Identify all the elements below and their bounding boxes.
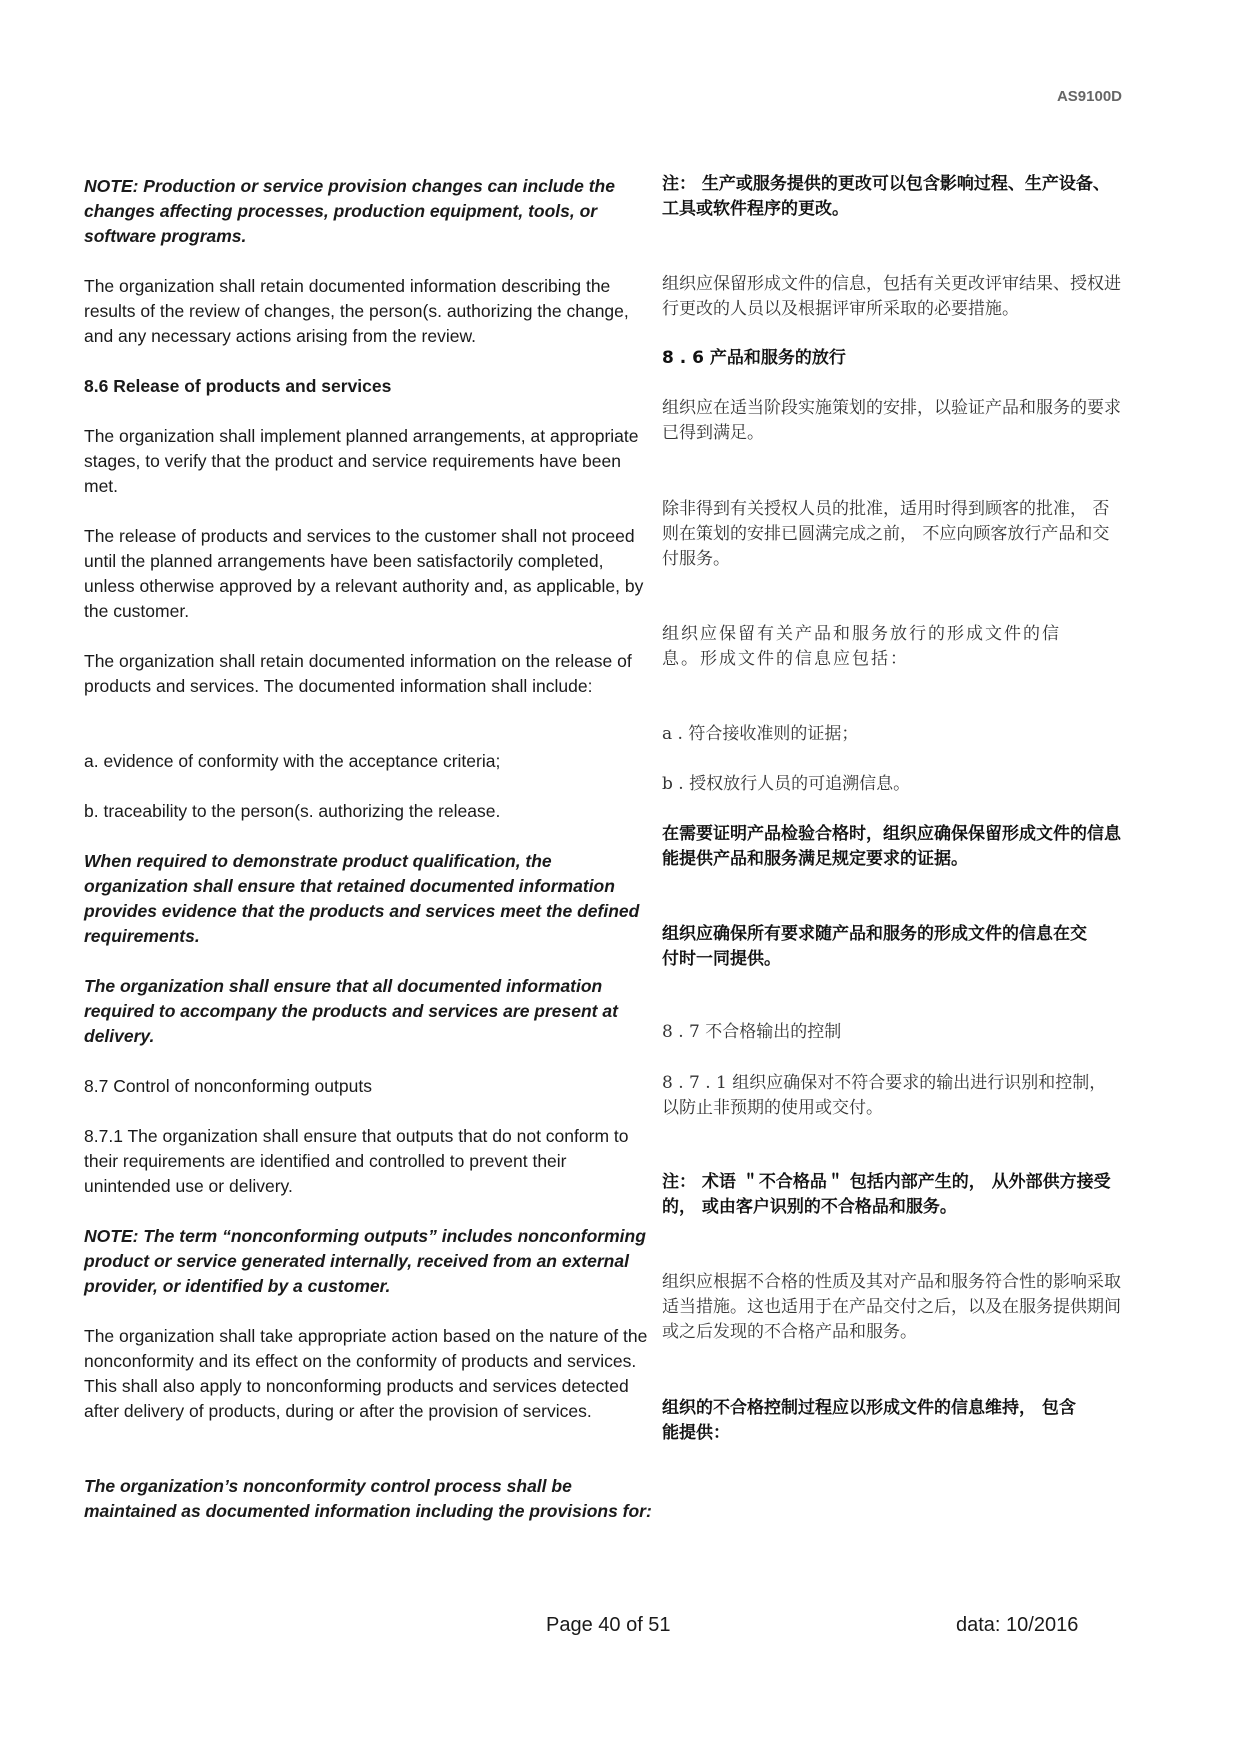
page-number: Page 40 of 51: [546, 1614, 671, 1636]
zh-paragraph-accompany-delivery: 组织应确保所有要求随产品和服务的形成文件的信息在交付时一同提供。: [662, 924, 1087, 969]
paragraph-control-process: The organization’s nonconformity control process shall be maintained as documented information including the provisions for:: [84, 1476, 652, 1521]
zh-paragraph-release-customer: 除非得到有关授权人员的批准，适用时得到顾客的批准， 否则在策划的安排已圆满完成之前， 不应向顾客放行产品和交付服务。: [662, 499, 1110, 569]
document-date: data: 10/2016: [956, 1614, 1079, 1636]
zh-paragraph-retain-release: 组织应保留有关产品和服务放行的形成文件的信息。形成文件的信息应包括：: [662, 624, 1061, 669]
paragraph-retain-review: The organization shall retain documented information describing the results of the review of changes, the person(s. authorizing the change, and any necessary actions arising from the review.: [84, 276, 629, 346]
paragraph-planned-arrangements: The organization shall implement planned arrangements, at appropriate stages, to verify that the product and service requirements have been met.: [84, 426, 639, 496]
section-heading-8-6: 8.6 Release of products and services: [84, 376, 392, 396]
paragraph-8-7-1: 8.7.1 The organization shall ensure that outputs that do not conform to their requirements are identified and controlled to prevent their unintended use or delivery.: [84, 1126, 629, 1196]
zh-section-heading-8-7: 8 . 7 不合格输出的控制: [662, 1022, 842, 1042]
note-nonconforming-outputs: NOTE: The term “nonconforming outputs” includes nonconforming product or service generated internally, received from an external provider, or identified by a customer.: [84, 1226, 646, 1296]
zh-paragraph-8-7-1: 8 . 7 . 1 组织应确保对不符合要求的输出进行识别和控制， 以防止非预期的使用或交付。: [662, 1073, 1107, 1118]
paragraph-accompany-delivery: The organization shall ensure that all documented information required to accompany the products and services are present at delivery.: [84, 976, 618, 1046]
zh-note-nonconforming-outputs: 注： 术语 ＂不合格品＂ 包括内部产生的， 从外部供方接受的， 或由客户识别的不合格品和服务。: [662, 1172, 1111, 1217]
zh-list-item-b: b . 授权放行人员的可追溯信息。: [662, 774, 911, 794]
paragraph-product-qualification: When required to demonstrate product qualification, the organization shall ensure that retained documented information provides evidence that the products and services meet the defined requirements.: [84, 851, 640, 946]
paragraph-appropriate-action: The organization shall take appropriate action based on the nature of the nonconformity and its effect on the conformity of products and services. This shall also apply to nonconforming products and services detected after delivery of products, during or after the provision of services.: [84, 1326, 648, 1421]
zh-paragraph-retain-review: 组织应保留形成文件的信息，包括有关更改评审结果、授权进行更改的人员以及根据评审所采取的必要措施。: [662, 274, 1121, 319]
zh-section-heading-8-6: 8 . 6 产品和服务的放行: [662, 348, 846, 368]
paragraph-release-customer: The release of products and services to the customer shall not proceed until the planned arrangements have been satisfactorily completed, unless otherwise approved by a relevant authority and, as applicable, by the customer.: [84, 526, 644, 621]
list-item-b: b. traceability to the person(s. authorizing the release.: [84, 801, 501, 821]
zh-paragraph-product-qualification: 在需要证明产品检验合格时，组织应确保保留形成文件的信息能提供产品和服务满足规定要求的证据。: [662, 824, 1121, 869]
zh-paragraph-planned-arrangements: 组织应在适当阶段实施策划的安排，以验证产品和服务的要求已得到满足。: [662, 398, 1121, 443]
zh-paragraph-control-process: 组织的不合格控制过程应以形成文件的信息维持， 包含能提供：: [662, 1398, 1076, 1443]
zh-list-item-a: a . 符合接收准则的证据；: [662, 724, 859, 744]
document-code: AS9100D: [1056, 88, 1122, 105]
paragraph-retain-release: The organization shall retain documented information on the release of products and services. The documented information shall include:: [84, 651, 632, 696]
note-production-changes: NOTE: Production or service provision changes can include the changes affecting processes, production equipment, tools, or software programs.: [84, 176, 615, 246]
section-heading-8-7: 8.7 Control of nonconforming outputs: [84, 1076, 372, 1096]
list-item-a: a. evidence of conformity with the acceptance criteria;: [84, 751, 501, 771]
zh-note-production-changes: 注： 生产或服务提供的更改可以包含影响过程、生产设备、工具或软件程序的更改。: [662, 174, 1110, 219]
zh-paragraph-appropriate-action: 组织应根据不合格的性质及其对产品和服务符合性的影响采取适当措施。这也适用于在产品交付之后，以及在服务提供期间或之后发现的不合格产品和服务。: [662, 1272, 1121, 1342]
